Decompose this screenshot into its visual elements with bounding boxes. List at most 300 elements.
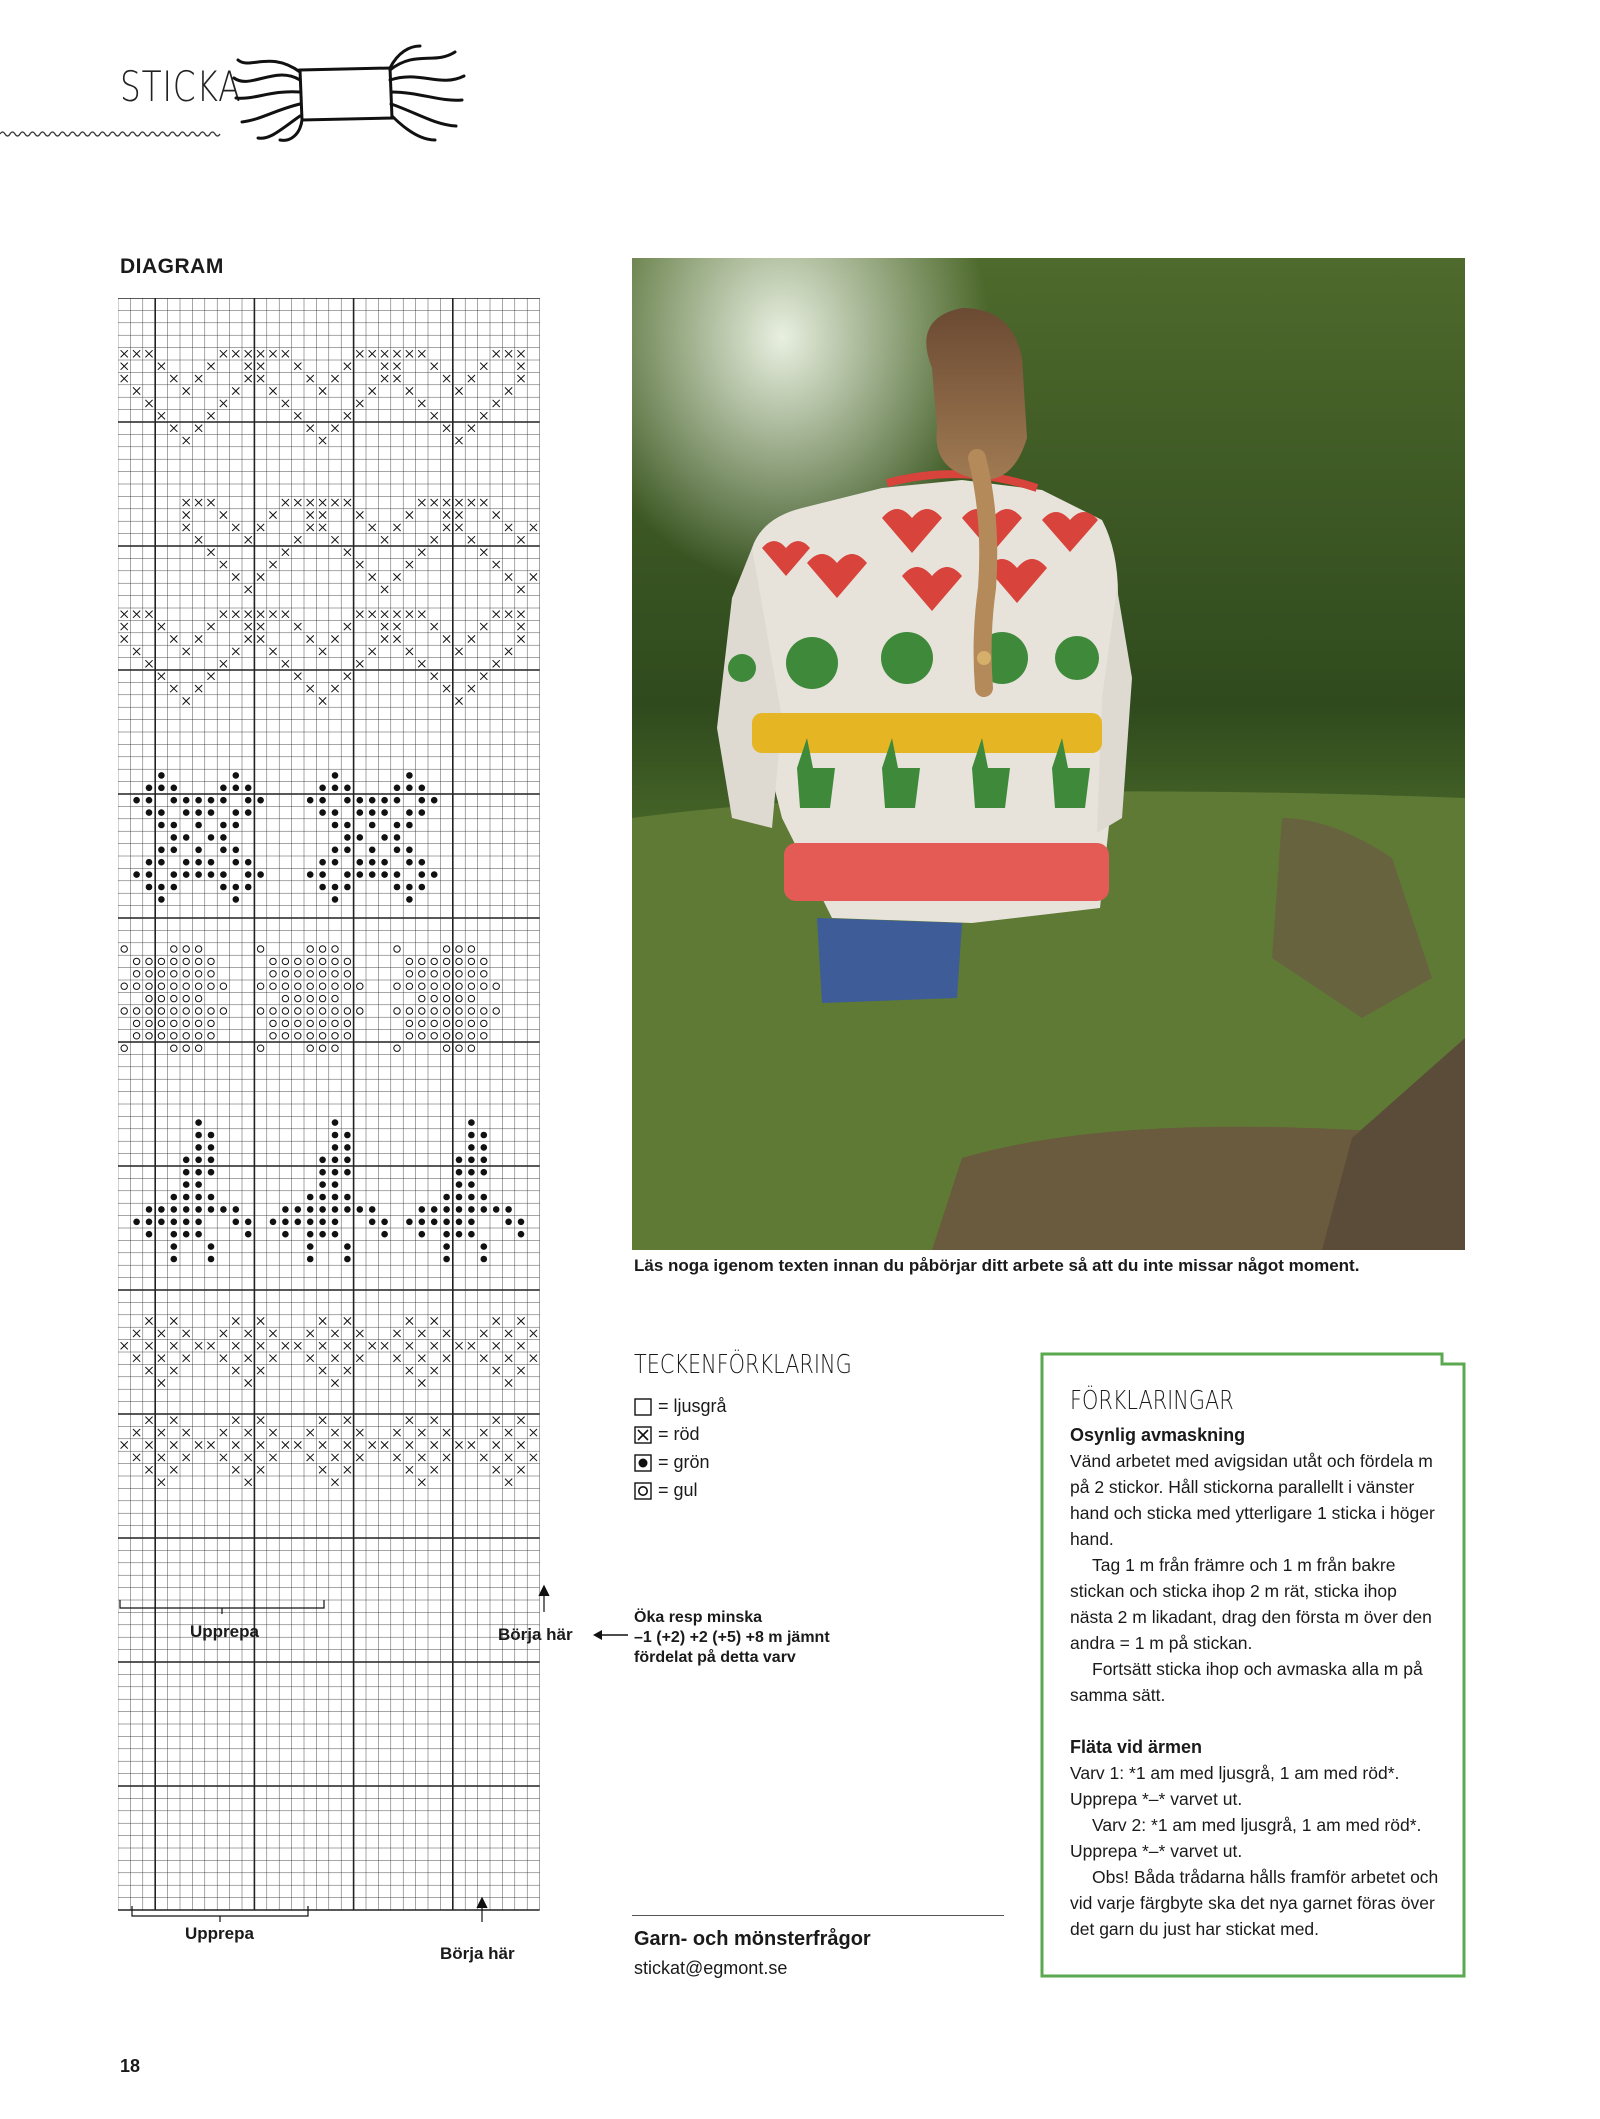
chart-dot-symbol xyxy=(319,1194,326,1201)
chart-cross-symbol xyxy=(505,1355,512,1362)
chart-dot-symbol xyxy=(158,785,165,792)
chart-ring-symbol xyxy=(171,995,177,1001)
chart-cross-symbol xyxy=(257,1441,264,1448)
chart-dot-symbol xyxy=(443,1243,450,1250)
chart-dot-symbol xyxy=(357,1206,364,1213)
chart-cross-symbol xyxy=(245,1454,252,1461)
chart-dot-symbol xyxy=(406,785,413,792)
chart-dot-symbol xyxy=(357,871,364,878)
chart-cross-symbol xyxy=(530,1454,537,1461)
chart-cross-symbol xyxy=(344,1466,351,1473)
chart-ring-symbol xyxy=(468,971,474,977)
chart-ring-symbol xyxy=(183,1020,189,1026)
chart-cross-symbol xyxy=(294,412,301,419)
chart-dot-symbol xyxy=(369,822,376,829)
chart-cross-symbol xyxy=(331,375,338,382)
chart-cross-symbol xyxy=(170,425,177,432)
chart-cross-symbol xyxy=(517,536,524,543)
chart-cross-symbol xyxy=(517,623,524,630)
chart-dot-symbol xyxy=(245,859,252,866)
chart-cross-symbol xyxy=(195,536,202,543)
chart-ring-symbol xyxy=(319,995,325,1001)
chart-cross-symbol xyxy=(319,524,326,531)
chart-cross-symbol xyxy=(356,350,363,357)
chart-ring-symbol xyxy=(332,1033,338,1039)
chart-dot-symbol xyxy=(357,834,364,841)
chart-cross-symbol xyxy=(517,1367,524,1374)
chart-ring-symbol xyxy=(158,995,164,1001)
chart-ring-symbol xyxy=(481,983,487,989)
chart-cross-symbol xyxy=(307,1454,314,1461)
chart-dot-symbol xyxy=(195,1219,202,1226)
chart-dot-symbol xyxy=(344,785,351,792)
chart-dot-symbol xyxy=(344,797,351,804)
chart-ring-symbol xyxy=(146,1033,152,1039)
chart-cross-symbol xyxy=(294,499,301,506)
chart-dot-symbol xyxy=(319,871,326,878)
chart-dot-symbol xyxy=(183,1219,190,1226)
chart-cross-symbol xyxy=(480,1330,487,1337)
chart-ring-symbol xyxy=(443,1008,449,1014)
chart-dot-symbol xyxy=(146,1206,153,1213)
chart-dot-symbol xyxy=(208,859,215,866)
upper-start-label: Börja här xyxy=(498,1625,573,1644)
chart-dot-symbol xyxy=(406,809,413,816)
chart-dot-symbol xyxy=(406,1219,413,1226)
chart-dot-symbol xyxy=(319,1157,326,1164)
chart-ring-symbol xyxy=(257,946,263,952)
chart-cross-symbol xyxy=(443,1454,450,1461)
chart-ring-symbol xyxy=(344,1020,350,1026)
chart-dot-symbol xyxy=(233,1206,240,1213)
chart-ring-symbol xyxy=(183,983,189,989)
chart-cross-symbol xyxy=(145,1342,152,1349)
chart-cross-symbol xyxy=(319,387,326,394)
chart-cross-symbol xyxy=(344,549,351,556)
chart-ring-symbol xyxy=(270,1008,276,1014)
chart-cross-symbol xyxy=(530,1330,537,1337)
chart-cross-symbol xyxy=(245,1379,252,1386)
chart-cross-symbol xyxy=(245,623,252,630)
chart-cross-symbol xyxy=(232,1317,239,1324)
chart-cross-symbol xyxy=(406,561,413,568)
chart-ring-symbol xyxy=(468,1008,474,1014)
chart-ring-symbol xyxy=(481,958,487,964)
chart-cross-symbol xyxy=(158,1330,165,1337)
chart-cross-symbol xyxy=(393,1330,400,1337)
chart-cross-symbol xyxy=(207,673,214,680)
chart-ring-symbol xyxy=(121,946,127,952)
chart-dot-symbol xyxy=(468,1144,475,1151)
chart-cross-symbol xyxy=(406,1417,413,1424)
chart-cross-symbol xyxy=(381,363,388,370)
osynlig-paragraph: Tag 1 m från främre och 1 m från bakre stickan och sticka ihop 2 m rät, sticka ihop nästa 2 m likadant, drag den första m över den andra = 1 m på stickan. xyxy=(1070,1555,1432,1653)
chart-dot-symbol xyxy=(307,1243,314,1250)
chart-cross-symbol xyxy=(257,573,264,580)
chart-dot-symbol xyxy=(208,871,215,878)
chart-dot-symbol xyxy=(195,809,202,816)
chart-cross-symbol xyxy=(319,1441,326,1448)
chart-cross-symbol xyxy=(245,1355,252,1362)
chart-cross-symbol xyxy=(183,1454,190,1461)
chart-ring-symbol xyxy=(158,1033,164,1039)
lower-repeat-label: Upprepa xyxy=(185,1924,254,1943)
osynlig-paragraph: Fortsätt sticka ihop och avmaska alla m på samma sätt. xyxy=(1070,1659,1423,1705)
chart-cross-symbol xyxy=(480,623,487,630)
chart-cross-symbol xyxy=(158,1379,165,1386)
chart-cross-symbol xyxy=(245,1330,252,1337)
chart-cross-symbol xyxy=(307,1330,314,1337)
chart-cross-symbol xyxy=(517,611,524,618)
chart-dot-symbol xyxy=(220,785,227,792)
chart-dot-symbol xyxy=(171,1194,178,1201)
chart-ring-symbol xyxy=(295,971,301,977)
chart-dot-symbol xyxy=(319,1231,326,1238)
chart-cross-symbol xyxy=(145,350,152,357)
chart-cross-symbol xyxy=(245,635,252,642)
chart-cross-symbol xyxy=(158,1429,165,1436)
chart-ring-symbol xyxy=(133,983,139,989)
chart-cross-symbol xyxy=(393,1355,400,1362)
chart-ring-symbol xyxy=(208,971,214,977)
chart-cross-symbol xyxy=(319,1367,326,1374)
chart-cross-symbol xyxy=(220,400,227,407)
chart-cross-symbol xyxy=(369,1342,376,1349)
chart-ring-symbol xyxy=(121,1045,127,1051)
chart-dot-symbol xyxy=(233,809,240,816)
chart-cross-symbol xyxy=(393,635,400,642)
chart-ring-symbol xyxy=(158,983,164,989)
chart-cross-symbol xyxy=(493,1317,500,1324)
chart-dot-symbol xyxy=(406,772,413,779)
legend-label: = röd xyxy=(658,1424,700,1444)
chart-dot-symbol xyxy=(468,1119,475,1126)
chart-ring-symbol xyxy=(195,971,201,977)
chart-dot-symbol xyxy=(208,1194,215,1201)
chart-dot-symbol xyxy=(394,884,401,891)
note-line: –1 (+2) +2 (+5) +8 m jämnt xyxy=(634,1629,830,1646)
chart-cross-symbol xyxy=(319,499,326,506)
chart-ring-symbol xyxy=(208,1008,214,1014)
chart-dot-symbol xyxy=(319,1181,326,1188)
chart-dot-symbol xyxy=(394,871,401,878)
chart-ring-symbol xyxy=(419,1008,425,1014)
chart-ring-symbol xyxy=(282,995,288,1001)
contact-email[interactable]: stickat@egmont.se xyxy=(634,1958,788,1978)
chart-cross-symbol xyxy=(232,611,239,618)
chart-cross-symbol xyxy=(517,350,524,357)
chart-ring-symbol xyxy=(133,1020,139,1026)
chart-cross-symbol xyxy=(480,412,487,419)
chart-cross-symbol xyxy=(269,561,276,568)
chart-cross-symbol xyxy=(381,586,388,593)
chart-dot-symbol xyxy=(171,884,178,891)
chart-cross-symbol xyxy=(269,350,276,357)
chart-cross-symbol xyxy=(282,611,289,618)
chart-dot-symbol xyxy=(357,809,364,816)
chart-cross-symbol xyxy=(517,1466,524,1473)
note-line: fördelat på detta varv xyxy=(634,1649,796,1666)
chart-ring-symbol xyxy=(344,971,350,977)
chart-dot-symbol xyxy=(443,1219,450,1226)
chart-ring-symbol xyxy=(295,995,301,1001)
chart-ring-symbol xyxy=(406,1020,412,1026)
chart-ring-symbol xyxy=(456,983,462,989)
chart-dot-symbol xyxy=(295,1219,302,1226)
chart-cross-symbol xyxy=(369,611,376,618)
chart-ring-symbol xyxy=(146,958,152,964)
chart-cross-symbol xyxy=(269,1454,276,1461)
chart-dot-symbol xyxy=(406,884,413,891)
chart-dot-symbol xyxy=(406,847,413,854)
chart-cross-symbol xyxy=(145,1317,152,1324)
chart-dot-symbol xyxy=(319,859,326,866)
chart-cross-symbol xyxy=(183,437,190,444)
chart-cross-symbol xyxy=(319,697,326,704)
chart-dot-symbol xyxy=(233,772,240,779)
chart-cross-symbol xyxy=(183,1330,190,1337)
chart-dot-symbol xyxy=(195,859,202,866)
chart-cross-symbol xyxy=(505,1454,512,1461)
chart-dot-symbol xyxy=(419,1231,426,1238)
arrow-left-icon xyxy=(592,1628,628,1642)
chart-cross-symbol xyxy=(443,685,450,692)
chart-cross-symbol xyxy=(220,511,227,518)
flata-paragraph: Obs! Båda trådarna hålls framför arbetet och vid varje färgbyte ska det nya garnet föras över det garn du just har stickat med. xyxy=(1070,1867,1439,1939)
chart-dot-symbol xyxy=(183,1157,190,1164)
chart-dot-symbol xyxy=(245,884,252,891)
chart-cross-symbol xyxy=(468,635,475,642)
chart-ring-symbol xyxy=(195,1045,201,1051)
chart-cross-symbol xyxy=(406,1466,413,1473)
chart-ring-symbol xyxy=(171,1045,177,1051)
chart-dot-symbol xyxy=(344,822,351,829)
chart-cross-symbol xyxy=(195,425,202,432)
chart-cross-symbol xyxy=(207,1342,214,1349)
chart-cross-symbol xyxy=(133,648,140,655)
chart-dot-symbol xyxy=(307,1194,314,1201)
chart-cross-symbol xyxy=(505,611,512,618)
chart-dot-symbol xyxy=(208,1256,215,1263)
chart-cross-symbol xyxy=(282,350,289,357)
chart-cross-symbol xyxy=(307,524,314,531)
chart-dot-symbol xyxy=(332,822,339,829)
chart-dot-symbol xyxy=(394,797,401,804)
chart-cross-symbol xyxy=(170,1342,177,1349)
chart-dot-symbol xyxy=(344,1157,351,1164)
chart-ring-symbol xyxy=(195,983,201,989)
legend-title: TECKENFÖRKLARING xyxy=(634,1350,852,1380)
chart-cross-symbol xyxy=(170,1441,177,1448)
chart-cross-symbol xyxy=(517,1417,524,1424)
chart-cross-symbol xyxy=(183,1355,190,1362)
chart-dot-symbol xyxy=(332,1206,339,1213)
chart-ring-symbol xyxy=(406,971,412,977)
chart-dot-symbol xyxy=(146,785,153,792)
legend-item-gron xyxy=(634,1452,710,1473)
chart-cross-symbol xyxy=(517,375,524,382)
chart-dot-symbol xyxy=(220,834,227,841)
page-number: 18 xyxy=(120,2056,141,2076)
chart-ring-symbol xyxy=(133,1033,139,1039)
chart-cross-symbol xyxy=(455,437,462,444)
chart-cross-symbol xyxy=(121,1342,128,1349)
chart-dot-symbol xyxy=(146,797,153,804)
chart-ring-symbol xyxy=(431,1020,437,1026)
chart-cross-symbol xyxy=(480,363,487,370)
chart-cross-symbol xyxy=(220,611,227,618)
chart-ring-symbol xyxy=(195,946,201,952)
chart-cross-symbol xyxy=(158,623,165,630)
chart-ring-symbol xyxy=(406,1008,412,1014)
chart-dot-symbol xyxy=(146,1219,153,1226)
chart-dot-symbol xyxy=(468,1181,475,1188)
chart-cross-symbol xyxy=(121,611,128,618)
chart-ring-symbol xyxy=(443,946,449,952)
chart-dot-symbol xyxy=(233,847,240,854)
chart-ring-symbol xyxy=(146,971,152,977)
chart-cross-symbol xyxy=(344,412,351,419)
chart-ring-symbol xyxy=(133,958,139,964)
chart-cross-symbol xyxy=(195,685,202,692)
chart-ring-symbol xyxy=(394,1008,400,1014)
chart-dot-symbol xyxy=(195,1157,202,1164)
chart-dot-symbol xyxy=(357,859,364,866)
chart-ring-symbol xyxy=(468,1020,474,1026)
chart-dot-symbol xyxy=(332,1194,339,1201)
chart-cross-symbol xyxy=(307,511,314,518)
chart-cross-symbol xyxy=(207,499,214,506)
chart-cross-symbol xyxy=(393,375,400,382)
chart-cross-symbol xyxy=(294,1441,301,1448)
chart-cross-symbol xyxy=(344,623,351,630)
chart-cross-symbol xyxy=(393,1454,400,1461)
chart-ring-symbol xyxy=(307,995,313,1001)
chart-cross-symbol xyxy=(331,1379,338,1386)
chart-cross-symbol xyxy=(356,561,363,568)
chart-ring-symbol xyxy=(146,983,152,989)
chart-dot-symbol xyxy=(381,809,388,816)
chart-ring-symbol xyxy=(171,971,177,977)
chart-ring-symbol xyxy=(332,1020,338,1026)
cross-square-icon xyxy=(634,1426,652,1444)
chart-dot-symbol xyxy=(208,1144,215,1151)
chart-cross-symbol xyxy=(505,350,512,357)
chart-cross-symbol xyxy=(245,611,252,618)
chart-ring-symbol xyxy=(443,1045,449,1051)
chart-cross-symbol xyxy=(133,1429,140,1436)
chart-dot-symbol xyxy=(344,834,351,841)
chart-ring-symbol xyxy=(195,1033,201,1039)
chart-dot-symbol xyxy=(344,1132,351,1139)
chart-ring-symbol xyxy=(171,958,177,964)
chart-ring-symbol xyxy=(208,958,214,964)
chart-dot-symbol xyxy=(505,1219,512,1226)
chart-cross-symbol xyxy=(493,1367,500,1374)
chart-cross-symbol xyxy=(431,412,438,419)
chart-cross-symbol xyxy=(344,1317,351,1324)
chart-ring-symbol xyxy=(171,1008,177,1014)
chart-cross-symbol xyxy=(381,375,388,382)
chart-cross-symbol xyxy=(319,648,326,655)
chart-dot-symbol xyxy=(481,1194,488,1201)
chart-dot-symbol xyxy=(208,1243,215,1250)
chart-dot-symbol xyxy=(468,1169,475,1176)
legend-label: = gul xyxy=(658,1480,698,1500)
chart-dot-symbol xyxy=(381,834,388,841)
chart-cross-symbol xyxy=(158,412,165,419)
chart-ring-symbol xyxy=(419,1033,425,1039)
chart-dot-symbol xyxy=(332,847,339,854)
chart-dot-symbol xyxy=(344,871,351,878)
osynlig-heading: Osynlig avmaskning xyxy=(1070,1425,1246,1445)
chart-cross-symbol xyxy=(133,1454,140,1461)
chart-cross-symbol xyxy=(195,1342,202,1349)
chart-dot-symbol xyxy=(183,1169,190,1176)
chart-dot-symbol xyxy=(208,1132,215,1139)
chart-dot-symbol xyxy=(381,797,388,804)
chart-dot-symbol xyxy=(195,1132,202,1139)
chart-dot-symbol xyxy=(344,884,351,891)
chart-cross-symbol xyxy=(517,635,524,642)
diagram-title: DIAGRAM xyxy=(120,255,224,278)
chart-cross-symbol xyxy=(480,1429,487,1436)
chart-cross-symbol xyxy=(257,1317,264,1324)
chart-ring-symbol xyxy=(344,1008,350,1014)
chart-dot-symbol xyxy=(369,1219,376,1226)
explanations-body xyxy=(1070,1422,1440,1942)
chart-cross-symbol xyxy=(393,363,400,370)
chart-cross-symbol xyxy=(257,623,264,630)
chart-cross-symbol xyxy=(406,350,413,357)
chart-cross-symbol xyxy=(331,1355,338,1362)
chart-cross-symbol xyxy=(195,635,202,642)
chart-cross-symbol xyxy=(468,685,475,692)
chart-dot-symbol xyxy=(456,1219,463,1226)
chart-dot-symbol xyxy=(481,1157,488,1164)
chart-cross-symbol xyxy=(257,524,264,531)
chart-ring-symbol xyxy=(195,958,201,964)
chart-cross-symbol xyxy=(220,1429,227,1436)
chart-cross-symbol xyxy=(245,375,252,382)
chart-dot-symbol xyxy=(220,1206,227,1213)
chart-cross-symbol xyxy=(381,1441,388,1448)
chart-cross-symbol xyxy=(145,1466,152,1473)
chart-dot-symbol xyxy=(319,1219,326,1226)
chart-dot-symbol xyxy=(394,785,401,792)
chart-cross-symbol xyxy=(505,573,512,580)
chart-dot-symbol xyxy=(183,809,190,816)
chart-dot-symbol xyxy=(146,1231,153,1238)
chart-dot-symbol xyxy=(195,847,202,854)
chart-ring-symbol xyxy=(171,1033,177,1039)
chart-cross-symbol xyxy=(493,660,500,667)
chart-cross-symbol xyxy=(505,1479,512,1486)
chart-cross-symbol xyxy=(170,1417,177,1424)
chart-cross-symbol xyxy=(183,697,190,704)
chart-ring-symbol xyxy=(158,1020,164,1026)
dot-square-icon xyxy=(634,1454,652,1472)
chart-ring-symbol xyxy=(270,958,276,964)
chart-dot-symbol xyxy=(332,1219,339,1226)
chart-ring-symbol xyxy=(357,983,363,989)
chart-dot-symbol xyxy=(183,859,190,866)
chart-cross-symbol xyxy=(431,1441,438,1448)
chart-dot-symbol xyxy=(481,1169,488,1176)
chart-dot-symbol xyxy=(431,871,438,878)
chart-cross-symbol xyxy=(207,412,214,419)
chart-dot-symbol xyxy=(233,896,240,903)
